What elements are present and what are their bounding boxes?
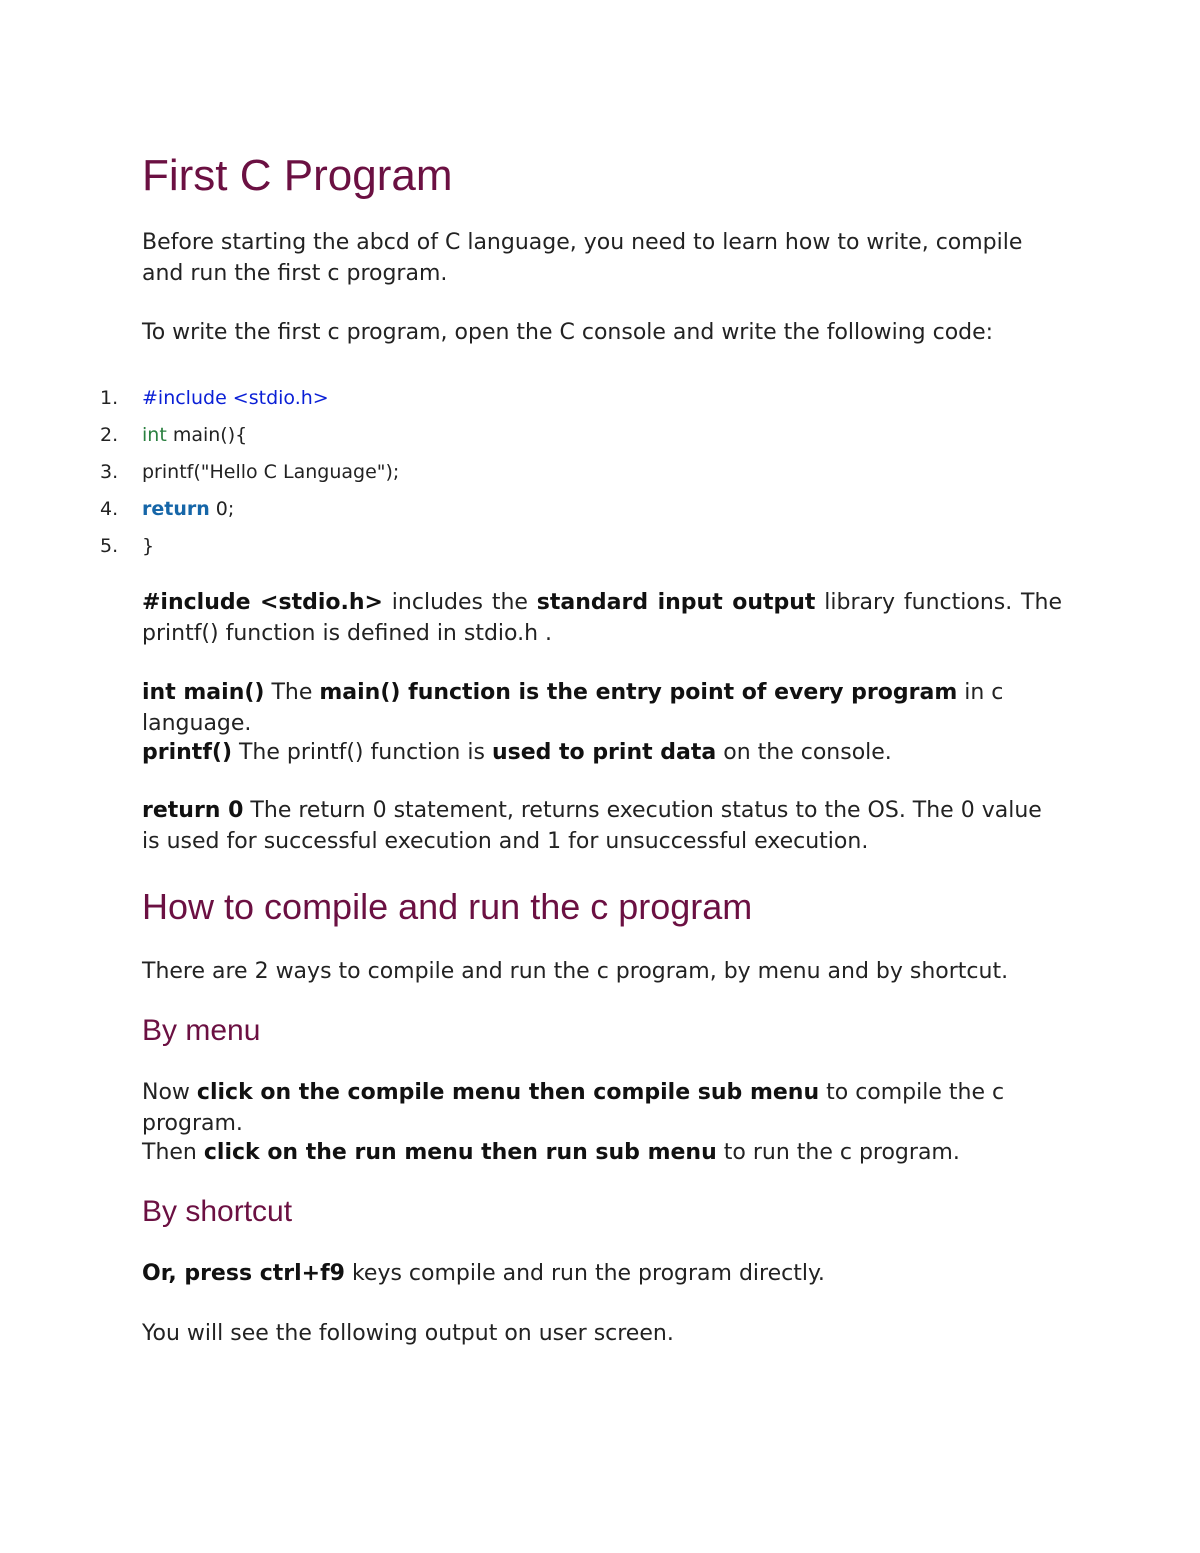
menu-run-paragraph (142, 1137, 1062, 1168)
code-line (100, 528, 399, 565)
code-text: 0; (209, 498, 235, 520)
main-term: int main() (142, 680, 265, 705)
code-text: printf("Hello C Language"); (142, 461, 400, 483)
code-keyword: return (142, 498, 210, 520)
output-note: You will see the following output on user screen. (142, 1321, 674, 1346)
code-line (100, 454, 399, 491)
text: includes the (382, 590, 537, 615)
emphasis: used to print data (491, 740, 717, 765)
code-line (100, 380, 399, 417)
page-title: First C Program (142, 151, 453, 200)
code-keyword: int (142, 424, 167, 446)
emphasis: Or, press ctrl+f9 (142, 1261, 345, 1286)
include-term: #include <stdio.h> (142, 590, 383, 615)
code-listing (100, 380, 399, 565)
line-number: 4. (100, 498, 119, 520)
emphasis: main() function is the entry point of every program (319, 680, 958, 705)
printf-explanation (142, 737, 1062, 768)
text: on the console. (716, 740, 892, 765)
code-line (100, 417, 399, 454)
include-explanation (142, 587, 1062, 649)
compile-heading: How to compile and run the c program (142, 886, 753, 927)
code-text: } (142, 535, 155, 557)
text: to run the c program. (716, 1140, 960, 1165)
printf-term: printf() (142, 740, 232, 765)
compile-intro: There are 2 ways to compile and run the c program, by menu and by shortcut. (142, 959, 1009, 984)
text: Then (142, 1140, 204, 1165)
emphasis: standard input output (536, 590, 816, 615)
text: library functions. The printf() function is defined in stdio.h . (142, 590, 1062, 646)
intro-paragraph: Before starting the abcd of C language, you need to learn how to write, compile and run the first c program. (142, 230, 1023, 286)
main-explanation (142, 677, 1062, 739)
shortcut-heading: By shortcut (142, 1195, 293, 1228)
code-text: #include <stdio.h> (142, 387, 329, 409)
line-number: 3. (100, 461, 119, 483)
emphasis: click on the compile menu then compile sub menu (196, 1080, 820, 1105)
code-text: main(){ (166, 424, 248, 446)
return-explanation (142, 795, 1062, 857)
code-line (100, 491, 399, 528)
menu-heading: By menu (142, 1014, 261, 1047)
return-term: return 0 (142, 798, 244, 823)
line-number: 5. (100, 535, 119, 557)
shortcut-paragraph (142, 1258, 1062, 1289)
line-number: 2. (100, 424, 119, 446)
text: keys compile and run the program directly. (344, 1261, 825, 1286)
text: The return 0 statement, returns execution status to the OS. The 0 value is used for successful execution and 1 for unsuccessful execution. (142, 798, 1042, 854)
emphasis: click on the run menu then run sub menu (203, 1140, 717, 1165)
text: The printf() function is (232, 740, 492, 765)
menu-compile-paragraph (142, 1077, 1062, 1139)
write-instruction: To write the first c program, open the C console and write the following code: (142, 320, 994, 345)
text: Now (142, 1080, 197, 1105)
text: to compile the c program. (142, 1080, 1005, 1136)
text: in c language. (142, 680, 1004, 736)
text: The (264, 680, 320, 705)
line-number: 1. (100, 387, 119, 409)
